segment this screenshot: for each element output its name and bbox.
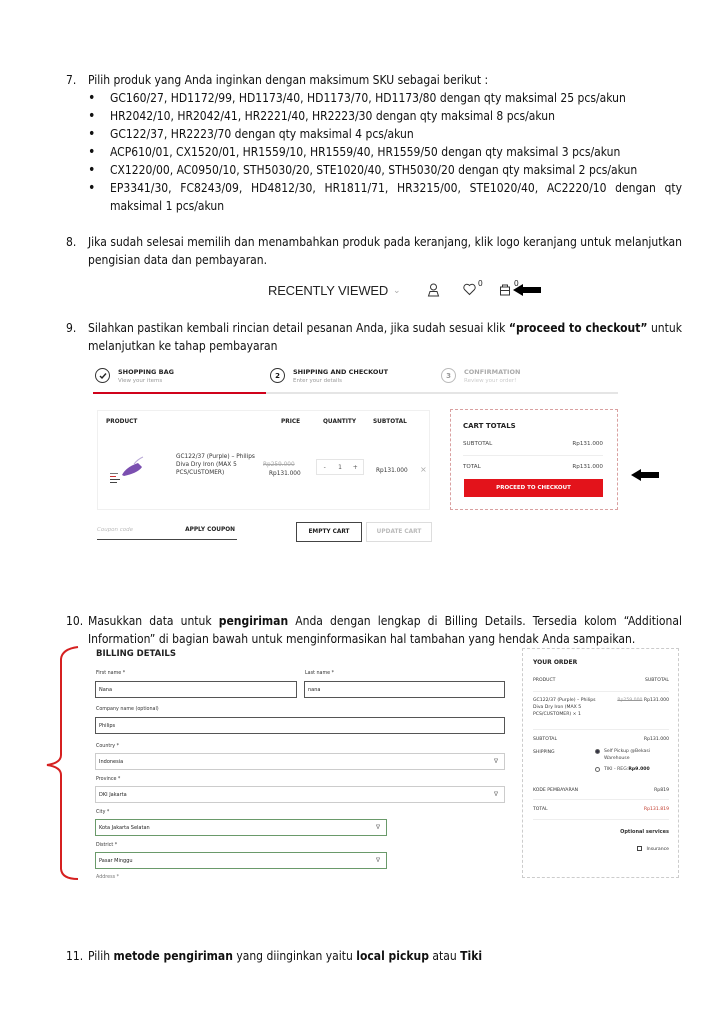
checkout-step-shopping-bag[interactable] (95, 368, 174, 386)
company-label: Company name (optional) (96, 707, 159, 712)
coupon-input[interactable]: Coupon code (97, 527, 134, 533)
subtotal-value: Rp131.000 (572, 441, 603, 447)
optional-services-label: Optional services (620, 829, 669, 835)
apply-coupon-button[interactable]: APPLY COUPON (185, 527, 235, 533)
empty-cart-button[interactable]: EMPTY CART (296, 522, 362, 542)
cart-icon[interactable] (499, 279, 519, 297)
qty-minus-button[interactable]: - (323, 463, 326, 471)
your-order-title: YOUR ORDER (533, 659, 578, 666)
cart-item-subtotal: Rp131.000 (376, 468, 408, 474)
shipping-option-tiki[interactable] (595, 766, 650, 773)
sku-list (86, 89, 682, 215)
step-number: 11. (66, 949, 84, 963)
account-icon[interactable] (427, 283, 441, 297)
step-title: CONFIRMATION (464, 368, 521, 376)
city-value: Kota Jakarta Selatan (99, 824, 150, 831)
order-item-name: GC122/37 (Purple) – Philips Diva Dry Iron (MAX 5 PCS/CUSTOMER) × 1 (533, 698, 596, 717)
text-run-bold: “proceed to checkout” (508, 321, 648, 335)
remove-item-icon[interactable]: × (420, 465, 427, 474)
divider (463, 455, 603, 456)
wishlist-icon[interactable] (463, 279, 483, 297)
subtotal-row (463, 441, 603, 447)
shipping-option-self-pickup[interactable] (595, 748, 667, 762)
radio-selected-icon[interactable] (595, 749, 600, 754)
text-run-bold: local pickup (356, 949, 429, 963)
step-number: 10. (66, 614, 84, 628)
order-item-old-price: Rp259.000 (617, 698, 643, 703)
radio-icon[interactable] (595, 767, 600, 772)
step-text (88, 947, 682, 965)
province-select[interactable] (95, 786, 505, 803)
step-text: Pilih produk yang Anda inginkan dengan maksimum SKU sebagai berikut : (88, 73, 489, 87)
step-8 (66, 233, 682, 269)
dropdown-arrow-icon: ∇ (493, 791, 498, 798)
cart-totals-title: CART TOTALS (463, 422, 516, 430)
text-run-bold: Tiki (460, 949, 483, 963)
checkout-step-shipping[interactable] (270, 368, 388, 386)
shipping-option-label: Self Pickup @Bekasi Warehouse (604, 749, 651, 761)
text-run: yang diinginkan yaitu (232, 949, 357, 963)
coupon-form (97, 522, 237, 540)
first-name-label: First name * (96, 671, 126, 676)
company-input[interactable]: Philips (95, 717, 505, 734)
total-value: Rp131.819 (643, 807, 669, 812)
country-label: Country * (96, 744, 119, 749)
order-item-row (533, 697, 669, 718)
step-title: SHIPPING AND CHECKOUT (293, 368, 389, 376)
text-run-bold: metode pengiriman (113, 949, 233, 963)
sku-list-item: • GC160/27, HD1172/99, HD1173/40, HD1173/70, HD1173/80 dengan qty maksimal 25 pcs/akun (86, 89, 682, 107)
recently-viewed-menu[interactable]: RECENTLY VIEWED (268, 282, 389, 298)
order-total-row (533, 806, 669, 813)
wishlist-count: 0 (478, 279, 483, 288)
shipping-option-label: TIKI - REG: (604, 767, 629, 772)
checkbox-icon[interactable] (637, 846, 642, 851)
text-run: Silahkan pastikan kembali rincian detail pesanan Anda, jika sudah sesuai klik (88, 321, 509, 335)
cart-item-old-price: Rp259.000 (263, 462, 295, 468)
step-number: 8. (66, 235, 77, 249)
col-header-product: PRODUCT (106, 419, 138, 425)
divider (533, 819, 669, 820)
qty-input[interactable]: 1 (338, 463, 342, 471)
payment-code-value: Rp819 (654, 788, 669, 793)
optional-services-row (533, 829, 669, 836)
dropdown-arrow-icon: ∇ (375, 824, 380, 831)
sku-list-item: • ACP610/01, CX1520/01, HR1559/10, HR1559/40, HR1559/50 dengan qty maksimal 3 pcs/akun (86, 143, 682, 161)
billing-title: BILLING DETAILS (96, 649, 176, 659)
sku-list-item: • GC122/37, HR2223/70 dengan qty maksimal 4 pcs/akun (86, 125, 682, 143)
district-value: Pasar Minggu (99, 857, 133, 864)
your-order-summary (522, 648, 679, 878)
text-run: atau (428, 949, 461, 963)
step-text (88, 612, 682, 648)
payment-code-label: KODE PEMBAYARAN (533, 788, 579, 793)
last-name-label: Last name * (305, 671, 335, 676)
subtotal-col-label: SUBTOTAL (644, 678, 669, 683)
cart-item-name[interactable]: GC122/37 (Purple) – Philips Diva Dry Iron (MAX 5 PCS/CUSTOMER) (176, 454, 255, 476)
checkout-progress (93, 368, 618, 396)
insurance-option[interactable] (637, 846, 669, 853)
first-name-input[interactable]: Nana (95, 681, 297, 698)
col-header-quantity: QUANTITY (323, 419, 357, 425)
col-header-price: PRICE (281, 419, 301, 425)
subtotal-value: Rp131.000 (643, 737, 669, 742)
product-col-label: PRODUCT (533, 678, 556, 683)
city-select[interactable] (95, 819, 387, 836)
total-label: TOTAL (533, 807, 548, 812)
quantity-stepper (316, 459, 364, 475)
text-run: Pilih (88, 949, 114, 963)
last-name-input[interactable]: nana (304, 681, 505, 698)
cart-table (97, 410, 430, 510)
divider (533, 691, 669, 692)
district-label: District * (96, 843, 118, 848)
city-label: City * (96, 810, 110, 815)
address-label: Address * (96, 875, 120, 880)
dropdown-arrow-icon: ∇ (375, 857, 380, 864)
qty-plus-button[interactable]: + (352, 463, 358, 471)
district-select[interactable] (95, 852, 387, 869)
sku-list-item: • CX1220/00, AC0950/10, STH5030/20, STE1020/40, STH5030/20 dengan qty maksimal 2 pcs/akun (86, 161, 682, 179)
step-number-badge: 2 (270, 368, 285, 383)
checkout-step-confirmation[interactable] (441, 368, 520, 386)
cart-item-price: Rp131.000 (269, 471, 301, 477)
total-row (463, 464, 603, 470)
insurance-label: Insurance (646, 847, 669, 852)
sku-list-item: • EP3341/30, FC8243/09, HD4812/30, HR1811/71, HR3215/00, STE1020/40, AC2220/10 dengan qty maksimal 1 pcs/akun (86, 179, 682, 215)
insurance-row (533, 846, 669, 853)
order-subtotal-row (533, 736, 669, 743)
text-run-bold: pengiriman (218, 614, 289, 628)
step-10 (66, 612, 682, 648)
step-number-badge: 3 (441, 368, 456, 383)
step-desc: Enter your details (293, 378, 342, 384)
shipping-label: SHIPPING (533, 750, 555, 755)
step-9 (66, 319, 682, 355)
arrow-left-icon (513, 284, 541, 296)
step-number: 9. (66, 321, 77, 335)
check-icon (95, 368, 110, 383)
total-value: Rp131.000 (572, 464, 603, 470)
subtotal-label: SUBTOTAL (463, 441, 493, 447)
dropdown-arrow-icon: ∇ (493, 758, 498, 765)
product-image[interactable] (108, 447, 148, 487)
divider (533, 799, 669, 800)
arrow-left-icon (631, 469, 659, 481)
step-text: Jika sudah selesai memilih dan menambahkan produk pada keranjang, klik logo keranjang untuk melanjutkan pengisian data dan pembayaran. (88, 235, 682, 267)
red-brace-annotation (44, 645, 80, 881)
total-label: TOTAL (463, 464, 481, 470)
cart-count: 0 (514, 279, 519, 288)
step-desc: View your items (118, 378, 163, 384)
shipping-option-price: Rp9.000 (628, 767, 650, 772)
province-value: DKI Jakarta (99, 791, 127, 798)
step-title: SHOPPING BAG (118, 368, 174, 376)
proceed-to-checkout-button[interactable]: PROCEED TO CHECKOUT (464, 479, 603, 497)
step-number: 7. (66, 73, 77, 87)
chevron-down-icon: ⌄ (393, 284, 401, 295)
col-header-subtotal: SUBTOTAL (373, 419, 407, 425)
text-run: Masukkan data untuk (88, 614, 219, 628)
progress-fill (93, 392, 266, 394)
cart-totals (450, 409, 618, 510)
divider (533, 729, 669, 730)
site-header-strip (268, 279, 519, 299)
text-run: untuk melanjutkan ke tahap pembayaran (88, 321, 682, 353)
sku-list-item: • HR2042/10, HR2042/41, HR2221/40, HR2223/30 dengan qty maksimal 8 pcs/akun (86, 107, 682, 125)
subtotal-label: SUBTOTAL (533, 737, 558, 742)
update-cart-button[interactable]: UPDATE CART (366, 522, 432, 542)
step-11 (66, 947, 682, 965)
payment-code-row (533, 787, 669, 794)
text-run: Anda dengan lengkap di Billing Details. Tersedia kolom “Additional Information” di bagian bawah untuk menginformasikan hal tambahan yang hendak Anda sampaikan. (88, 614, 682, 646)
step-desc: Review your order! (464, 378, 517, 384)
order-header-row (533, 677, 669, 684)
province-label: Province * (96, 777, 121, 782)
step-text (88, 319, 682, 355)
step-7 (66, 71, 682, 89)
country-select[interactable] (95, 753, 505, 770)
order-item-price: Rp131.000 (643, 698, 669, 703)
country-value: Indonesia (99, 758, 124, 765)
